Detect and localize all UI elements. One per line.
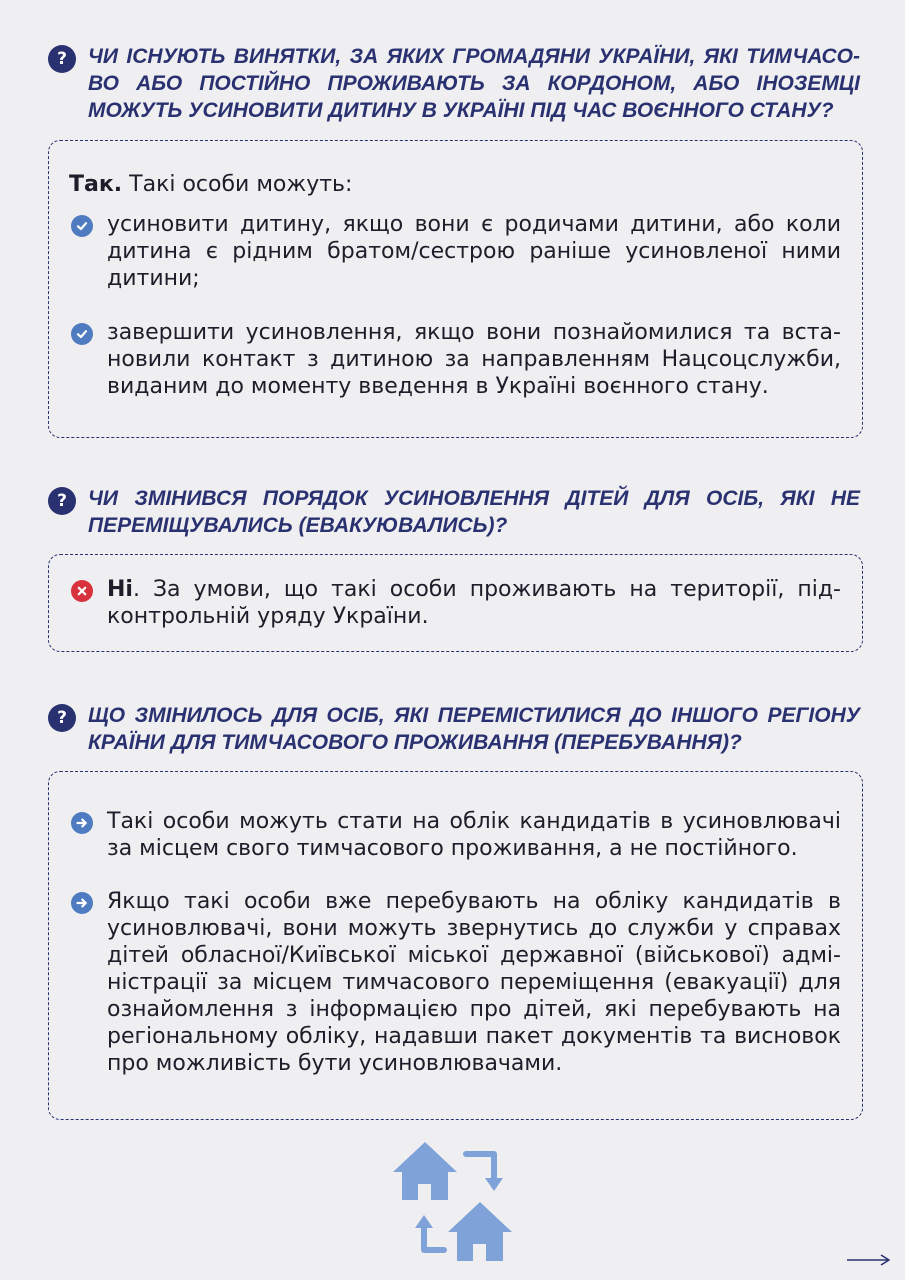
list-item [71,211,841,292]
answer-box-non-evacuated [48,554,863,652]
list-item-text [107,576,841,630]
list-item [71,808,841,862]
question-mark-icon: ? [48,487,76,515]
question-title: ЩО ЗМІНИЛОСЬ ДЛЯ ОСІБ, ЯКІ ПЕРЕМІСТИЛИСЯ ДО ІНШОГО РЕГІОНУ КРАЇНИ ДЛЯ ТИМЧАСОВОГО ПРОЖИВАННЯ (ПЕРЕБУВАННЯ)? [88,704,860,754]
house-exchange-icon [390,1140,520,1269]
next-page-arrow-icon[interactable] [846,1252,892,1271]
answer-box-exceptions [48,140,863,438]
arrow-right-circle-icon [71,812,93,834]
answer-rest: Такі особи можуть: [122,172,353,197]
answer-intro [69,171,352,199]
question-heading-exceptions [48,43,860,124]
question-mark-icon: ? [48,704,76,732]
answer-rest: . За умови, що такі особи проживають на території, підконтрольній уряду України. [107,577,841,629]
question-heading-non-evacuated [48,485,860,539]
check-circle-icon [71,215,93,237]
list-item [71,888,841,1077]
check-circle-icon [71,323,93,345]
list-item-text: усиновити дитину, якщо вони є родичами дитини, або коли дитина є рідним братом/сестрою раніше усиновленої ними дитини; [107,212,841,291]
list-item-text: Такі особи можуть стати на облік кандидатів в усиновлювачі за місцем свого тимчасового проживання, а не постійного. [107,809,841,861]
list-item-text: завершити усиновлення, якщо вони познайомилися та встановили контакт з дитиною за направленням Нацсоцслужби, виданим до моменту введення в Україні воєнного стану. [107,320,841,399]
list-item [71,319,841,400]
question-heading-relocated [48,702,860,756]
answer-lead: Ні [107,577,133,602]
question-mark-icon: ? [48,45,76,73]
question-title: ЧИ ЗМІНИВСЯ ПОРЯДОК УСИНОВЛЕННЯ ДІТЕЙ ДЛЯ ОСІБ, ЯКІ НЕ ПЕРЕМІЩУВАЛИСЬ (ЕВАКУЮВАЛИСЬ)? [88,487,860,537]
arrow-right-circle-icon [71,892,93,914]
answer-lead: Так. [69,172,123,197]
answer-box-relocated [48,771,863,1120]
list-item-text: Якщо такі особи вже перебувають на обліку кандидатів в усиновлювачі, вони можуть звернутись до служби у справах дітей обласної/Київської міської державної (військової) адміністрації за місцем тимчасового переміщення (евакуації) для ознайомлення з інформацією про дітей, які перебувають на регіональному обліку, надавши пакет документів та висновок про можливість бути усиновлювачами. [107,889,841,1076]
question-title: ЧИ ІСНУЮТЬ ВИНЯТКИ, ЗА ЯКИХ ГРОМАДЯНИ УКРАЇНИ, ЯКІ ТИМЧАСОВО АБО ПОСТІЙНО ПРОЖИВАЮТЬ ЗА КОРДОНОМ, АБО ІНОЗЕМЦІ МОЖУТЬ УСИНОВИТИ ДИТИНУ В УКРАЇНІ ПІД ЧАС ВОЄННОГО СТАНУ? [88,45,860,122]
cross-circle-icon [71,580,93,602]
list-item [71,576,841,630]
